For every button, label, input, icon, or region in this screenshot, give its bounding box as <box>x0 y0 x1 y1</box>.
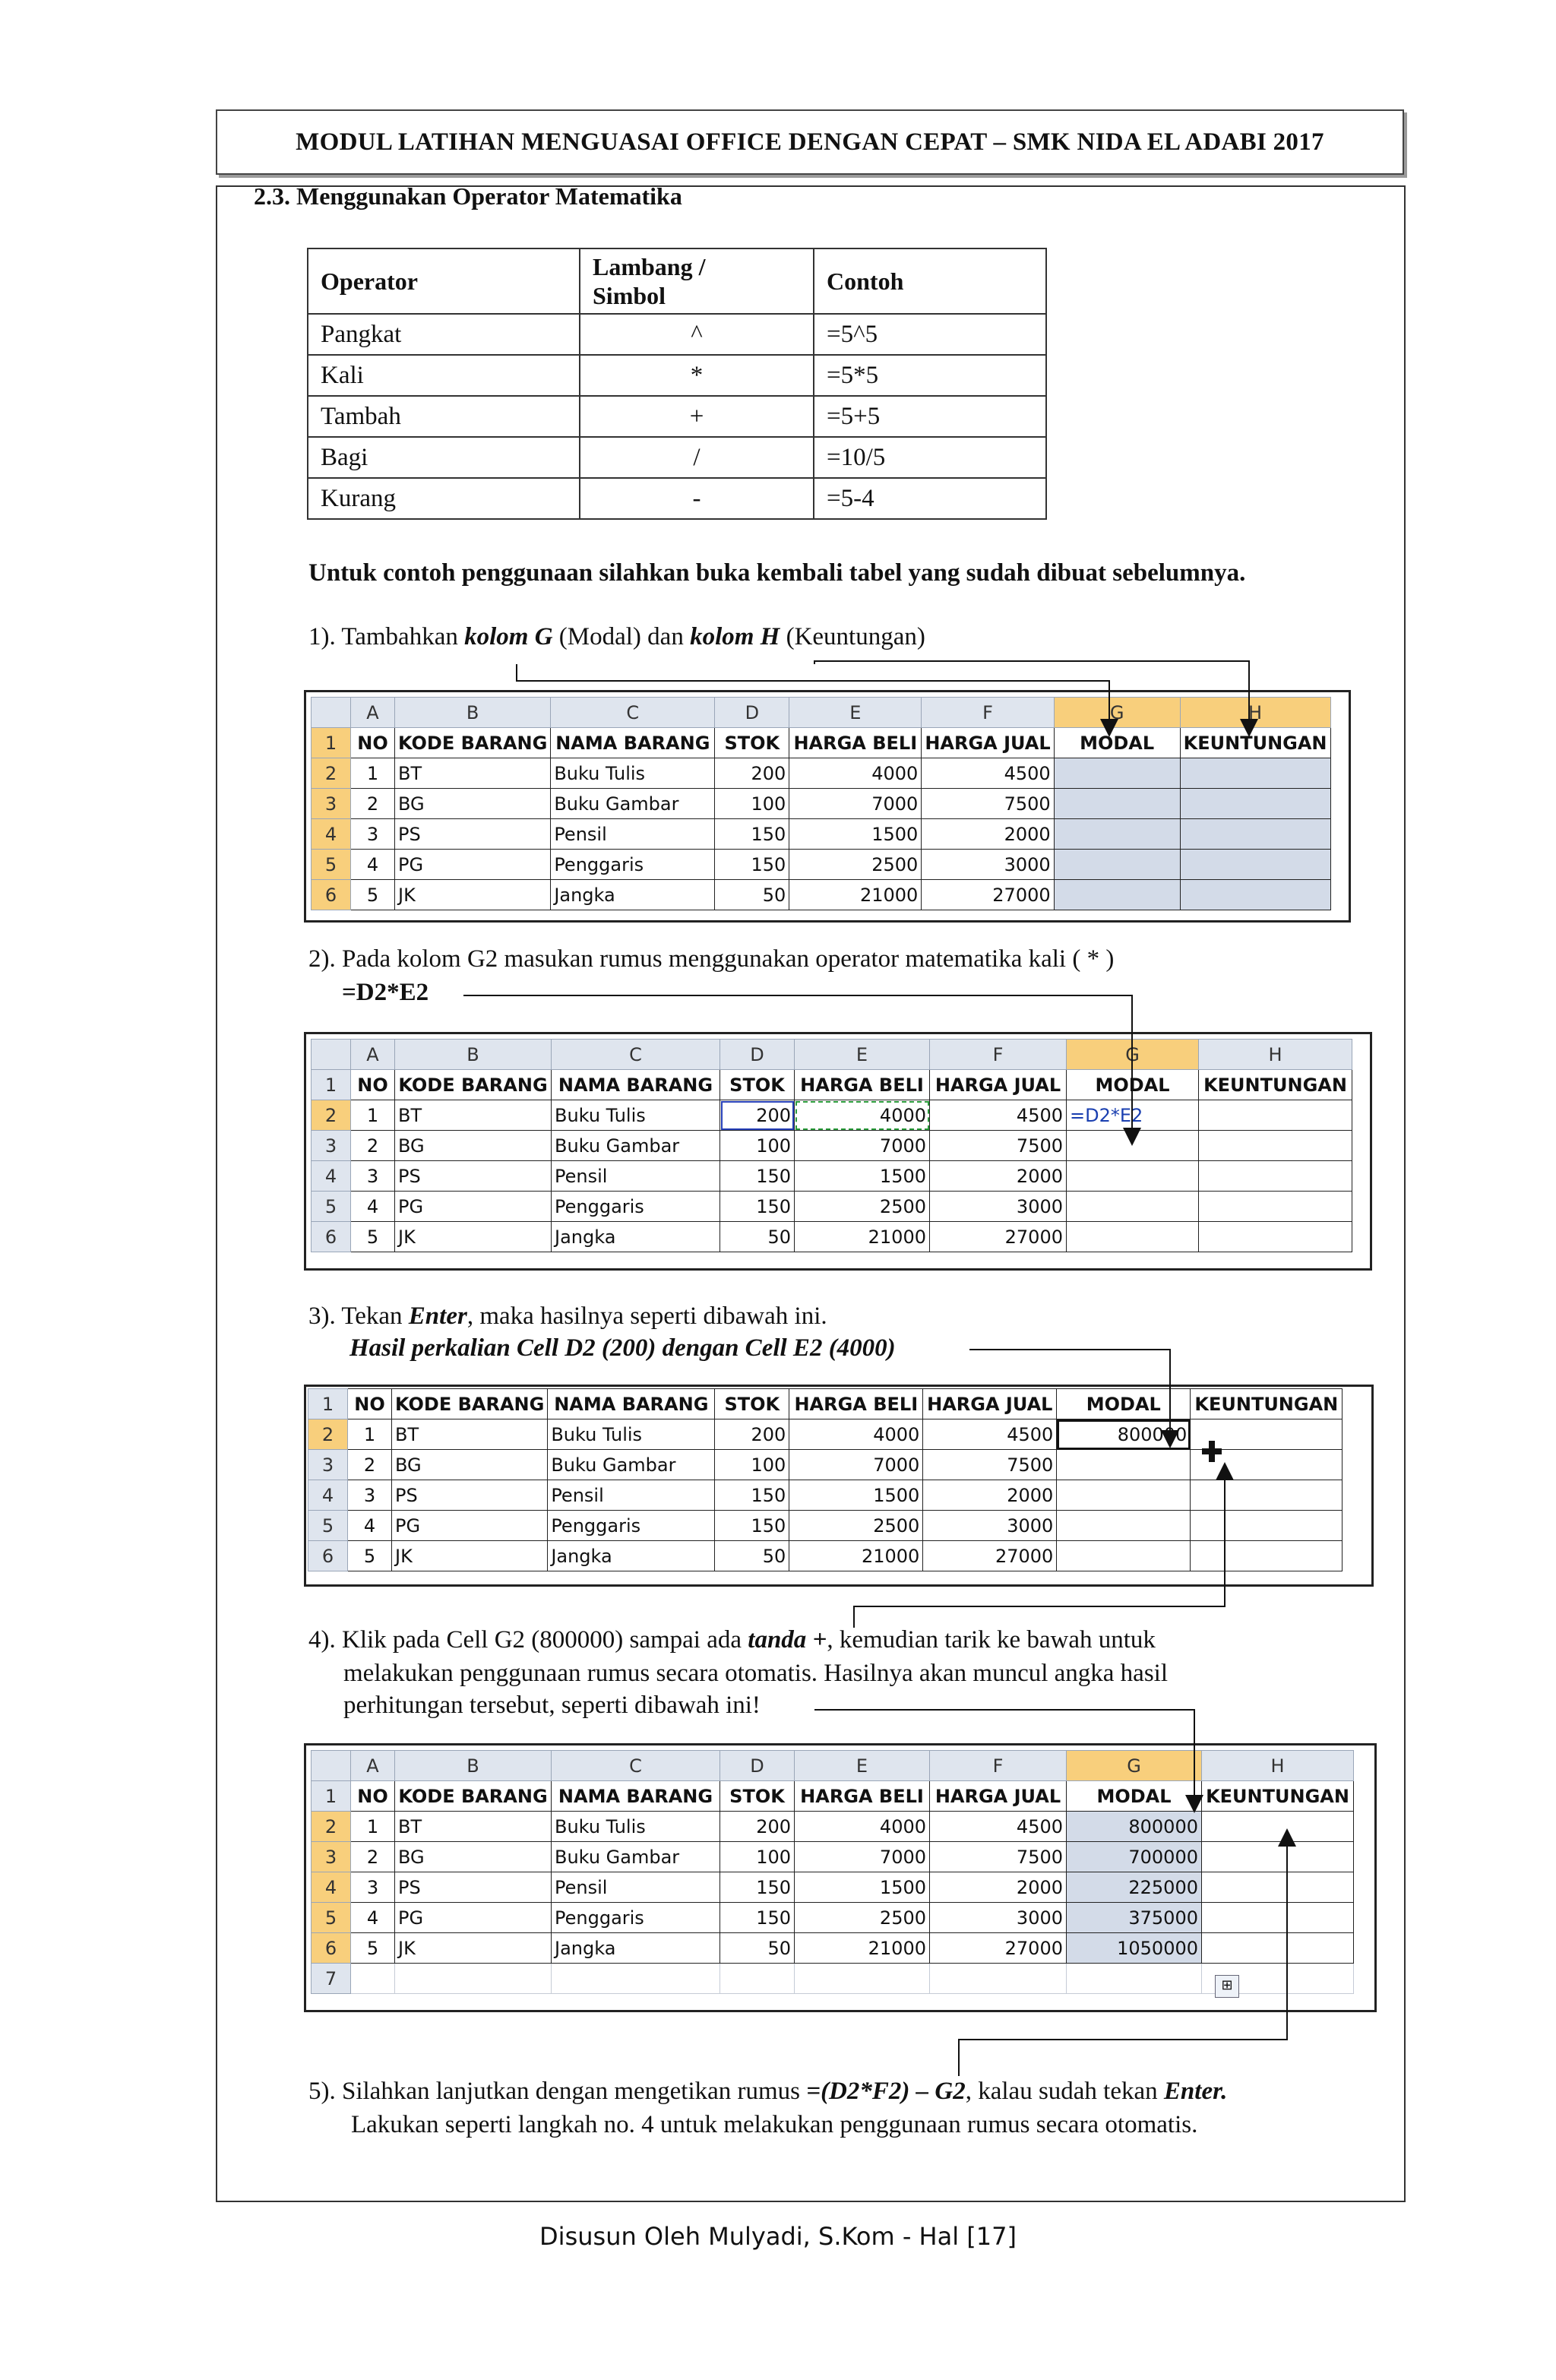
step-1: 1). Tambahkan kolom G (Modal) dan kolom H (Keuntungan) <box>308 623 925 650</box>
g2-formula-cell[interactable]: =D2*E2 <box>1067 1100 1199 1131</box>
table-row: Kali * =5*5 <box>308 355 1046 396</box>
header-example: Contoh <box>814 248 1046 314</box>
step-3: 3). Tekan Enter, maka hasilnya seperti dibawah ini. <box>308 1302 827 1330</box>
fill-handle-plus-icon <box>1202 1441 1222 1462</box>
table-row: 6 5 JK Jangka 50 21000 27000 <box>312 880 1331 910</box>
step-4-line2: melakukan penggunaan rumus secara otomatis. Hasilnya akan muncul angka hasil <box>343 1660 1169 1687</box>
page-footer: Disusun Oleh Mulyadi, S.Kom - Hal [17] <box>539 2222 1017 2251</box>
arrow-formula <box>463 995 1132 1137</box>
header-symbol: Lambang / Simbol <box>580 248 814 314</box>
sheet1-grid: A B C D E F G H 1 NO KODE BARANG NAMA BARANG STOK HARGA BELI HARGA JUAL MODAL KEUNTUNGAN 2 1 BT Buku Tulis 200 4000 4500 3 2 BG Buku Gambar 100 7000 7500 4 3 PS Pensil 150 1500 2000 5 4 PG Penggaris 150 2500 3000 6 5 JK Jangka 50 21000 27000 <box>311 697 1331 910</box>
table-row: 3 2 BG Buku Gambar 100 7000 7500 <box>312 1131 1352 1161</box>
header-operator: Operator <box>308 248 580 314</box>
table-row: Pangkat ^ =5^5 <box>308 314 1046 355</box>
table-row: 5 4 PG Penggaris 150 2500 3000 <box>312 850 1331 880</box>
header-title: MODUL LATIHAN MENGUASAI OFFICE DENGAN CEPAT – SMK NIDA EL ADABI 2017 <box>296 128 1324 156</box>
table-row: 6 5 JK Jangka 50 21000 27000 <box>308 1541 1343 1571</box>
sheet2-grid: A B C D E F G H 1 NO KODE BARANG NAMA BARANG STOK HARGA BELI HARGA JUAL MODAL KEUNTUNGAN 2 1 BT Buku Tulis 200 4000 4500 =D2*E2 3 2 BG Buku Gambar 100 7000 7500 4 3 PS Pensil 150 1500 2000 5 4 PG Penggaris 150 2500 3000 6 5 JK Jangka 50 21000 27000 <box>311 1039 1352 1252</box>
table-row: 2 1 BT Buku Tulis 200 4000 4500 =D2*E2 <box>312 1100 1352 1131</box>
autofill-options-icon[interactable]: ⊞ <box>1215 1975 1239 1998</box>
table-row: Bagi / =10/5 <box>308 437 1046 478</box>
table-row: 3 2 BG Buku Gambar 100 7000 7500 700000 <box>312 1842 1354 1872</box>
step-2: 2). Pada kolom G2 masukan rumus menggunakan operator matematika kali ( * ) <box>308 945 1115 973</box>
step-4-line3: perhitungan tersebut, seperti dibawah ini! <box>343 1692 761 1719</box>
table-row: 7 <box>312 1964 1354 1994</box>
table-row: 5 4 PG Penggaris 150 2500 3000 375000 <box>312 1903 1354 1933</box>
table-row: 2 1 BT Buku Tulis 200 4000 4500 800000 <box>312 1812 1354 1842</box>
step-4: 4). Klik pada Cell G2 (800000) sampai ada tanda +, kemudian tarik ke bawah untuk <box>308 1626 1156 1654</box>
intro-text: Untuk contoh penggunaan silahkan buka kembali tabel yang sudah dibuat sebelumnya. <box>308 559 1246 587</box>
arrow-keuntungan <box>959 1837 1287 2076</box>
sheet4-grid: A B C D E F G H 1 NO KODE BARANG NAMA BARANG STOK HARGA BELI HARGA JUAL MODAL KEUNTUNGAN 2 1 BT Buku Tulis 200 4000 4500 800000 3 2 BG Buku Gambar 100 7000 7500 700000 4 3 PS Pensil 150 1500 2000 225000 5 4 PG Penggaris 150 2500 3000 375000 6 5 JK Jangka 50 21000 27000 1050000 7 <box>311 1750 1354 1994</box>
table-row: 6 5 JK Jangka 50 21000 27000 1050000 <box>312 1933 1354 1964</box>
step-2-formula: =D2*E2 <box>342 979 429 1006</box>
step-5-line2: Lakukan seperti langkah no. 4 untuk melakukan penggunaan rumus secara otomatis. <box>351 2111 1198 2138</box>
arrow-kolom-g <box>517 664 1109 728</box>
section-title: 2.3. Menggunakan Operator Matematika <box>254 182 682 210</box>
table-row: 4 3 PS Pensil 150 1500 2000 <box>312 1161 1352 1192</box>
step-5: 5). Silahkan lanjutkan dengan mengetikan rumus =(D2*F2) – G2, kalau sudah tekan Enter. <box>308 2078 1228 2105</box>
table-row: 2 1 BT Buku Tulis 200 4000 4500 800000 <box>308 1419 1343 1450</box>
table-row: Kurang - =5-4 <box>308 478 1046 519</box>
table-row: 4 3 PS Pensil 150 1500 2000 <box>312 819 1331 850</box>
table-row: Tambah + =5+5 <box>308 396 1046 437</box>
table-row: 6 5 JK Jangka 50 21000 27000 <box>312 1222 1352 1252</box>
table-row: 4 3 PS Pensil 150 1500 2000 225000 <box>312 1872 1354 1903</box>
table-row: 3 2 BG Buku Gambar 100 7000 7500 <box>312 789 1331 819</box>
arrow-result <box>969 1350 1170 1439</box>
table-row: 5 4 PG Penggaris 150 2500 3000 <box>308 1511 1343 1541</box>
table-row: 2 1 BT Buku Tulis 200 4000 4500 <box>312 758 1331 789</box>
table-row: 5 4 PG Penggaris 150 2500 3000 <box>312 1192 1352 1222</box>
sheet3-grid: 1 NO KODE BARANG NAMA BARANG STOK HARGA BELI HARGA JUAL MODAL KEUNTUNGAN 2 1 BT Buku Tulis 200 4000 4500 800000 3 2 BG Buku Gambar 100 7000 7500 4 3 PS Pensil 150 1500 2000 5 4 PG Penggaris 150 2500 3000 6 5 JK Jangka 50 21000 27000 <box>308 1388 1343 1571</box>
arrow-kolom-h <box>814 661 1249 728</box>
table-row: 3 2 BG Buku Gambar 100 7000 7500 <box>308 1450 1343 1480</box>
arrow-plus <box>854 1471 1225 1628</box>
step-3-note: Hasil perkalian Cell D2 (200) dengan Cell E2 (4000) <box>349 1334 896 1362</box>
arrow-modal-column <box>814 1710 1194 1804</box>
table-row: 4 3 PS Pensil 150 1500 2000 <box>308 1480 1343 1511</box>
g2-result-cell[interactable]: 800000 <box>1057 1419 1191 1450</box>
